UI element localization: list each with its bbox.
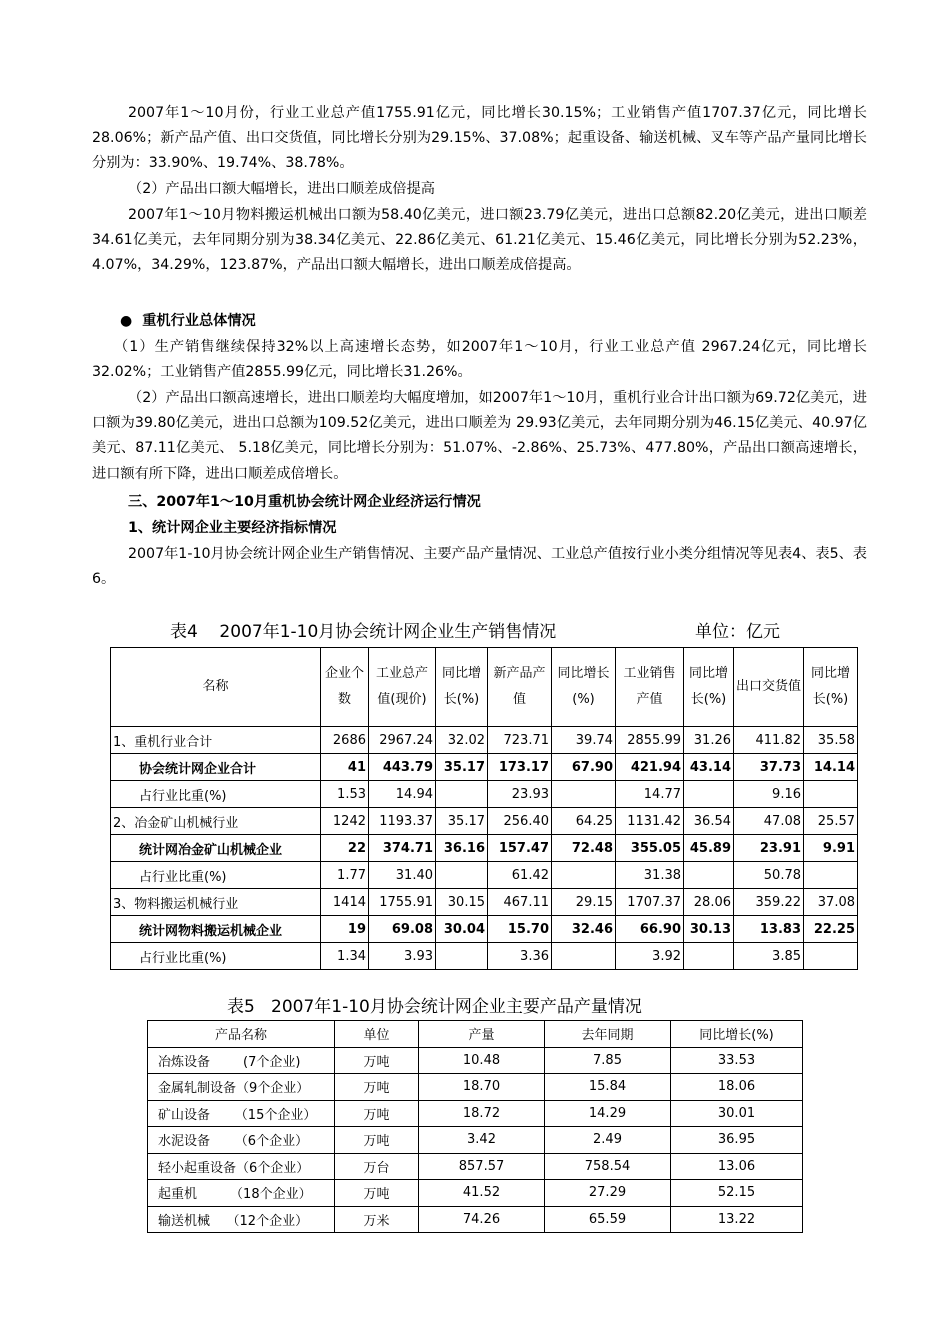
table-cell: 374.71 [369, 835, 436, 862]
bullet-heading [92, 309, 867, 334]
table-cell: 23.91 [734, 835, 804, 862]
table-cell: 1414 [321, 889, 369, 916]
row-name: 占行业比重(%) [111, 781, 321, 808]
t4-header-growth1: 同比增长(%) [436, 648, 488, 727]
table-cell: 2.49 [545, 1127, 671, 1154]
table-cell: 万米 [335, 1206, 419, 1233]
row-name: 1、重机行业合计 [111, 727, 321, 754]
row-name: 统计网冶金矿山机械企业 [111, 835, 321, 862]
table-cell: 万台 [335, 1153, 419, 1180]
table-cell [804, 943, 858, 970]
table-cell [436, 781, 488, 808]
table-cell: 25.57 [804, 808, 858, 835]
subsection-heading: 1、统计网企业主要经济指标情况 [128, 520, 337, 536]
table-cell: 37.73 [734, 754, 804, 781]
product-name: 轻小起重设备（6个企业） [148, 1153, 335, 1180]
table-row [148, 1153, 803, 1180]
table-cell: 355.05 [616, 835, 684, 862]
table-cell: 22.25 [804, 916, 858, 943]
product-name: 冶炼设备 (7个企业) [148, 1047, 335, 1074]
table-cell: 1131.42 [616, 808, 684, 835]
paragraph-5: （2）产品出口额高速增长，进出口顺差均大幅度增加，如2007年1～10月，重机行业合计出口额为69.72亿美元，进口额为39.80亿美元，进出口总额为109.52亿美元，进出口顺差为 29.93亿美元，去年同期分别为46.15亿美元、40.97亿美元、87.11亿美元、 5.18亿美元，同比增长分别为：51.07%、-2.86%、25.73%、477.80%，产品出口额高速增长，进口额有所下降，进出口顺差成倍增长。 [92, 390, 867, 482]
table-cell: 万吨 [335, 1180, 419, 1207]
table-cell: 3.92 [616, 943, 684, 970]
table-cell: 67.90 [552, 754, 616, 781]
table-row [111, 727, 858, 754]
row-name: 3、物料搬运机械行业 [111, 889, 321, 916]
table-cell: 173.17 [488, 754, 552, 781]
table-row [148, 1047, 803, 1074]
table-cell: 18.06 [671, 1074, 803, 1101]
t4-header-output: 工业总产值(现价) [369, 648, 436, 727]
table-row [148, 1206, 803, 1233]
table-cell: 69.08 [369, 916, 436, 943]
table-cell: 41.52 [419, 1180, 545, 1207]
product-name: 输送机械 （12个企业） [148, 1206, 335, 1233]
paragraph-6: 2007年1-10月协会统计网企业生产销售情况、主要产品产量情况、工业总产值按行业小类分组情况等见表4、表5、表6。 [92, 546, 867, 588]
table-row [148, 1100, 803, 1127]
table-cell [804, 862, 858, 889]
table-cell: 2686 [321, 727, 369, 754]
bullet-heading-text: 重机行业总体情况 [142, 313, 256, 329]
table-cell: 758.54 [545, 1153, 671, 1180]
table-cell: 157.47 [488, 835, 552, 862]
paragraph-4: （1）生产销售继续保持32%以上高速增长态势，如2007年1～10月，行业工业总产值 2967.24亿元，同比增长32.02%；工业销售产值2855.99亿元，同比增长31.26%。 [92, 339, 867, 381]
table-cell: 32.46 [552, 916, 616, 943]
paragraph-1: 2007年1～10月份，行业工业总产值1755.91亿元，同比增长30.15%；工业销售产值1707.37亿元，同比增长28.06%；新产品产值、出口交货值，同比增长分别为29.15%、37.08%；起重设备、输送机械、叉车等产品产量同比增长分别为：33.90%、19.74%、38.78%。 [92, 105, 867, 172]
table-cell [804, 781, 858, 808]
table-cell: 443.79 [369, 754, 436, 781]
table-cell [684, 781, 734, 808]
table-cell: 52.15 [671, 1180, 803, 1207]
table-cell: 3.42 [419, 1127, 545, 1154]
table-cell: 9.16 [734, 781, 804, 808]
t5-header-growth: 同比增长(%) [671, 1021, 803, 1048]
row-name: 占行业比重(%) [111, 862, 321, 889]
table4-header-row [111, 648, 858, 727]
t4-header-growth3: 同比增长(%) [684, 648, 734, 727]
table-cell: 23.93 [488, 781, 552, 808]
table-cell: 15.70 [488, 916, 552, 943]
table-cell: 359.22 [734, 889, 804, 916]
table-cell: 1.53 [321, 781, 369, 808]
table-cell: 45.89 [684, 835, 734, 862]
table-row [111, 916, 858, 943]
row-name: 协会统计网企业合计 [111, 754, 321, 781]
table4 [110, 647, 858, 970]
table-cell: 1.77 [321, 862, 369, 889]
table-cell: 421.94 [616, 754, 684, 781]
table-cell: 30.01 [671, 1100, 803, 1127]
table-cell: 2967.24 [369, 727, 436, 754]
table-cell: 36.54 [684, 808, 734, 835]
table-cell: 3.85 [734, 943, 804, 970]
table-cell: 31.40 [369, 862, 436, 889]
product-name: 水泥设备 （6个企业） [148, 1127, 335, 1154]
table-cell: 13.06 [671, 1153, 803, 1180]
table-cell: 1.34 [321, 943, 369, 970]
row-name: 统计网物料搬运机械企业 [111, 916, 321, 943]
t5-header-output: 产量 [419, 1021, 545, 1048]
table-cell: 35.58 [804, 727, 858, 754]
paragraph-2: （2）产品出口额大幅增长，进出口顺差成倍提高 [128, 181, 435, 197]
table-cell: 30.13 [684, 916, 734, 943]
table-row [148, 1074, 803, 1101]
t4-header-export: 出口交货值 [734, 648, 804, 727]
table-cell: 万吨 [335, 1127, 419, 1154]
table-row [111, 808, 858, 835]
table-cell: 28.06 [684, 889, 734, 916]
table-cell: 14.14 [804, 754, 858, 781]
table-cell: 35.17 [436, 754, 488, 781]
table-cell: 10.48 [419, 1047, 545, 1074]
table-row [111, 835, 858, 862]
table-cell: 1242 [321, 808, 369, 835]
table-row [111, 754, 858, 781]
table5 [147, 1020, 803, 1233]
table-cell: 27.29 [545, 1180, 671, 1207]
table-cell: 万吨 [335, 1100, 419, 1127]
table-cell: 13.22 [671, 1206, 803, 1233]
table-cell: 36.95 [671, 1127, 803, 1154]
table-cell: 43.14 [684, 754, 734, 781]
paragraph-3: 2007年1～10月物料搬运机械出口额为58.40亿美元，进口额23.79亿美元，进出口总额82.20亿美元，进出口顺差34.61亿美元，去年同期分别为38.34亿美元、22.86亿美元、61.21亿美元、15.46亿美元，同比增长分别为52.23%，4.07%，34.29%，123.87%，产品出口额大幅增长，进出口顺差成倍提高。 [92, 207, 867, 274]
table-cell: 万吨 [335, 1074, 419, 1101]
table5-caption: 表5 2007年1-10月协会统计网企业主要产品产量情况 [227, 997, 642, 1017]
table-row [148, 1127, 803, 1154]
table-cell: 13.83 [734, 916, 804, 943]
table-cell: 18.70 [419, 1074, 545, 1101]
table-cell: 64.25 [552, 808, 616, 835]
table-cell: 32.02 [436, 727, 488, 754]
table-row [111, 889, 858, 916]
table-cell: 39.74 [552, 727, 616, 754]
table-cell: 14.94 [369, 781, 436, 808]
table-cell: 22 [321, 835, 369, 862]
row-name: 2、冶金矿山机械行业 [111, 808, 321, 835]
table-cell: 15.84 [545, 1074, 671, 1101]
product-name: 起重机 （18个企业） [148, 1180, 335, 1207]
table-cell [436, 862, 488, 889]
table-cell: 31.26 [684, 727, 734, 754]
table-cell [552, 781, 616, 808]
table-cell: 61.42 [488, 862, 552, 889]
table-cell: 74.26 [419, 1206, 545, 1233]
table-cell: 18.72 [419, 1100, 545, 1127]
table-cell: 256.40 [488, 808, 552, 835]
row-name: 占行业比重(%) [111, 943, 321, 970]
table-cell: 3.93 [369, 943, 436, 970]
table-cell: 2855.99 [616, 727, 684, 754]
t5-header-lastyear: 去年同期 [545, 1021, 671, 1048]
table-cell: 467.11 [488, 889, 552, 916]
table-cell: 30.04 [436, 916, 488, 943]
table-cell: 35.17 [436, 808, 488, 835]
table-cell [684, 943, 734, 970]
product-name: 金属轧制设备（9个企业） [148, 1074, 335, 1101]
table-cell: 1707.37 [616, 889, 684, 916]
table-cell: 36.16 [436, 835, 488, 862]
table-cell: 411.82 [734, 727, 804, 754]
bullet-dot-icon: ● [120, 313, 133, 329]
table-cell: 72.48 [552, 835, 616, 862]
t5-header-unit: 单位 [335, 1021, 419, 1048]
table-cell: 1755.91 [369, 889, 436, 916]
table4-caption: 表4 2007年1-10月协会统计网企业生产销售情况 [170, 622, 557, 642]
table-cell: 65.59 [545, 1206, 671, 1233]
table4-unit: 单位：亿元 [695, 622, 780, 642]
table-cell: 7.85 [545, 1047, 671, 1074]
table5-header-row [148, 1021, 803, 1048]
table-cell: 3.36 [488, 943, 552, 970]
table-cell: 14.29 [545, 1100, 671, 1127]
table-cell: 14.77 [616, 781, 684, 808]
table-cell: 41 [321, 754, 369, 781]
t4-header-name: 名称 [111, 648, 321, 727]
table-cell: 47.08 [734, 808, 804, 835]
t4-header-sales: 工业销售产值 [616, 648, 684, 727]
table-cell [552, 862, 616, 889]
table-row [111, 781, 858, 808]
table-cell: 1193.37 [369, 808, 436, 835]
table-cell: 30.15 [436, 889, 488, 916]
t4-header-growth2: 同比增长(%) [552, 648, 616, 727]
table-cell: 31.38 [616, 862, 684, 889]
table-cell: 857.57 [419, 1153, 545, 1180]
table-cell: 万吨 [335, 1047, 419, 1074]
table-cell: 9.91 [804, 835, 858, 862]
section-heading: 三、2007年1～10月重机协会统计网企业经济运行情况 [128, 494, 481, 510]
table-cell: 33.53 [671, 1047, 803, 1074]
t4-header-growth4: 同比增长(%) [804, 648, 858, 727]
table-cell: 37.08 [804, 889, 858, 916]
t4-header-newprod: 新产品产值 [488, 648, 552, 727]
t4-header-firms: 企业个数 [321, 648, 369, 727]
table-row [148, 1180, 803, 1207]
table-cell: 66.90 [616, 916, 684, 943]
table-row [111, 943, 858, 970]
table-cell [684, 862, 734, 889]
t5-header-product: 产品名称 [148, 1021, 335, 1048]
product-name: 矿山设备 （15个企业） [148, 1100, 335, 1127]
table-cell [436, 943, 488, 970]
table-cell: 723.71 [488, 727, 552, 754]
table-cell [552, 943, 616, 970]
table-cell: 29.15 [552, 889, 616, 916]
table-cell: 50.78 [734, 862, 804, 889]
table-cell: 19 [321, 916, 369, 943]
table-row [111, 862, 858, 889]
